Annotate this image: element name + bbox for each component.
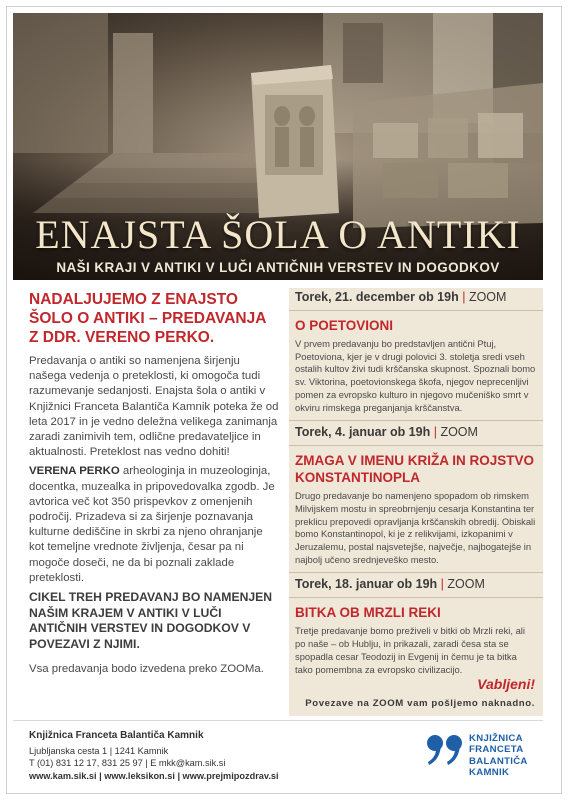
event-date: Torek, 18. januar ob 19h <box>295 577 438 592</box>
footer-phone-email: T (01) 831 12 17, 831 25 97 | E mkk@kam.sik.si <box>29 758 226 769</box>
event-description: V prvem predavanju bo predstavljen antični Ptuj, Poetoviona, kjer je v drugi polovici 3. stoletja sredi vseh ostalih kultov živi tudi krščanska skupnost. Spoznali bomo sv. Viktorina, poetovionskega škofa, njegov neprecenljivi pomen za evropsko kulturo in njegovo mučeniško smrt v okviru rimskega preganjanja krščanstva. <box>295 338 536 413</box>
event-date-row <box>289 288 543 311</box>
events-panel <box>289 288 543 716</box>
event-item <box>289 572 543 676</box>
footer-website-links[interactable]: www.kam.sik.si | www.leksikon.si | www.prejmipozdrav.si <box>29 770 279 781</box>
welcome-text: Vabljeni! <box>477 676 535 692</box>
event-mode: ZOOM <box>447 577 485 592</box>
logo-line: KAMNIK <box>469 767 510 779</box>
event-date-row <box>289 420 543 446</box>
event-separator: | <box>440 577 444 592</box>
event-date-row <box>289 572 543 598</box>
event-date: Torek, 21. december ob 19h <box>295 290 459 304</box>
event-description: Drugo predavanje bo namenjeno spopadom ob rimskem Milvijskem mostu in spreobrnjenju cesarja Konstantina ter preklicu prepovedi opravljanja krščanskih obredij. Obiskali bomo Konstantinopol, ki je z relikvijami, izkopanimi v Jeruzalemu, postal najsvetejše, največje, najbogatejše in najbolj učeno srednjeveško mesto. <box>295 490 536 565</box>
logo-line: BALANTIČA <box>469 755 528 767</box>
intro-column <box>29 290 279 681</box>
cycle-statement: CIKEL TREH PREDAVANJ BO NAMENJEN NAŠIM KRAJEM V ANTIKI V LUČI ANTIČNIH VERSTEV IN DOGODKOV V POVEZAVI Z NJIMI. <box>29 590 273 651</box>
intro-headline: NADALJUJEMO Z ENAJSTO ŠOLO O ANTIKI – PREDAVANJA Z DDR. VERENO PERKO. <box>29 291 266 346</box>
lecturer-name: VERENA PERKO <box>29 465 120 478</box>
event-title: BITKA OB MRZLI REKI <box>295 605 441 621</box>
event-mode: ZOOM <box>440 425 478 440</box>
zoom-links-note: Povezave na ZOOM vam pošljemo naknadno. <box>305 698 535 709</box>
event-separator: | <box>462 290 466 304</box>
event-mode: ZOOM <box>468 290 507 304</box>
event-item <box>289 420 543 566</box>
logo-line: FRANCETA <box>469 744 524 756</box>
event-date: Torek, 4. januar ob 19h <box>295 425 431 440</box>
event-title: ZMAGA V IMENU KRIŽA IN ROJSTVO KONSTANTINOPLA <box>295 453 535 486</box>
hero-image <box>13 13 543 280</box>
logo-wordmark <box>469 733 528 779</box>
event-description: Tretje predavanje bomo preživeli v bitki ob Mrzli reki, ali po naše – ob Hublju, in prikazali, zaradi česa sta se spopadla cesar Teodozij in Evgenij in čemu je ta bitka tako pomembna za evropsko civilizacijo. <box>295 625 525 675</box>
hero-subtitle: NAŠI KRAJI V ANTIKI V LUČI ANTIČNIH VERSTEV IN DOGODKOV <box>56 260 500 275</box>
event-item <box>289 288 543 414</box>
footer-org-name: Knjižnica Franceta Balantiča Kamnik <box>29 730 204 741</box>
library-logo <box>425 731 545 781</box>
intro-paragraph: Predavanja o antiki so namenjena širjenju našega vedenja o preteklosti, ki omogoča tudi razumevanje sedanjosti. Enajsta šola o antiki v Knjižnici Franceta Balantiča Kamnik poteka že od leta 2017 in je vedno deležna velikega zanimanja zaradi zanimivih tem, odlične predavateljice in aktualnosti. Preteklost nas vedno dohiti! <box>29 355 279 459</box>
zoom-statement: Vsa predavanja bodo izvedena preko ZOOMa. <box>29 663 264 676</box>
hero-title: ENAJSTA ŠOLA O ANTIKI <box>35 212 521 257</box>
footer-divider <box>13 720 543 721</box>
footer-address: Ljubljanska cesta 1 | 1241 Kamnik <box>29 745 169 756</box>
event-separator: | <box>433 425 437 440</box>
footer-contact <box>29 730 279 782</box>
event-title: O POETOVIONI <box>295 318 394 333</box>
lecturer-bio-text: arheologinja in muzeologinja, docentka, muzealka in pripovedovalka zgodb. Je avtorica več kot 350 prispevkov z omenjenih področij. Prizadeva si za širjenje poznavanja kulturne dediščine in skrbi za njeno ohranjanje kot temeljne vrednote življenja, česar pa ni mogoče doseči, ne da bi poznali zaklade preteklosti. <box>29 465 275 584</box>
logo-line: KNJIŽNICA <box>469 733 523 744</box>
lecturer-bio <box>29 464 279 586</box>
quote-mark-icon <box>425 731 465 771</box>
